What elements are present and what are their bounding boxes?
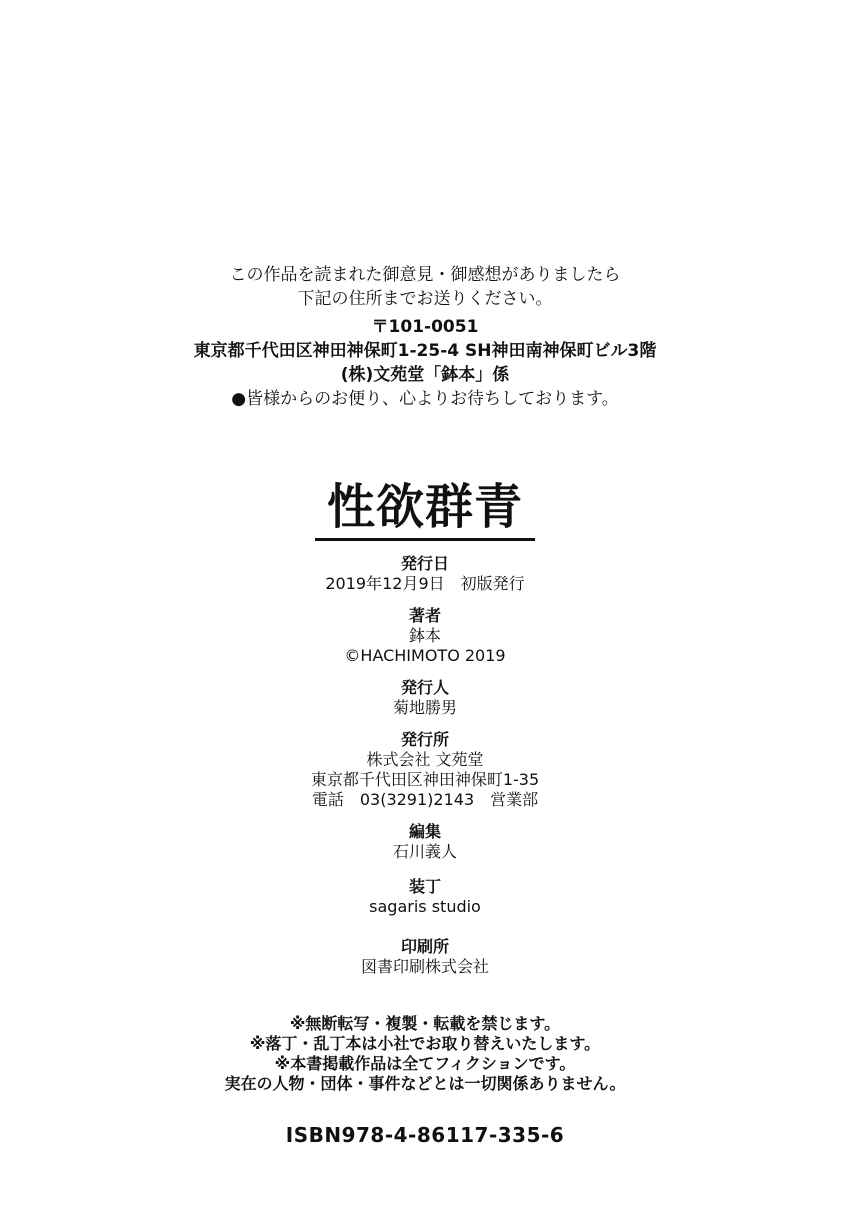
colophon-value: 菊地勝男	[392, 698, 457, 717]
feedback-recipient: (株)文苑堂「鉢本」係	[340, 365, 510, 385]
colophon-group-editor	[0, 822, 850, 862]
feedback-note: ●皆様からのお便り、心よりお待ちしております。	[231, 389, 619, 409]
colophon-value: 2019年12月9日 初版発行	[325, 574, 525, 593]
colophon-group-publishing-house	[0, 730, 850, 810]
feedback-address: 東京都千代田区神田神保町1-25-4 SH神田南神保町ビル3階	[193, 341, 657, 361]
colophon-label: 発行日	[400, 554, 449, 573]
publisher-name: 株式会社 文苑堂	[366, 750, 484, 769]
copyright-line: ©HACHIMOTO 2019	[344, 646, 506, 665]
title-block	[0, 479, 850, 541]
colophon-label: 編集	[408, 822, 441, 841]
colophon-group-author	[0, 606, 850, 666]
colophon-label: 発行人	[400, 678, 449, 697]
notice-fiction-disclaimer-1: ※本書掲載作品は全てフィクションです。	[274, 1054, 576, 1073]
notice-fiction-disclaimer-2: 実在の人物・団体・事件などとは一切関係ありません。	[224, 1074, 626, 1093]
colophon-label: 装丁	[408, 877, 441, 896]
notice-no-reproduction: ※無断転写・複製・転載を禁じます。	[289, 1014, 561, 1033]
colophon-label: 印刷所	[400, 937, 449, 956]
book-title: 性欲群青	[315, 479, 535, 541]
colophon-group-publication-date	[0, 554, 850, 594]
legal-notices	[0, 1014, 850, 1094]
reader-feedback-block	[0, 263, 850, 411]
feedback-intro-line-1: この作品を読まれた御意見・御感想がありましたら	[229, 265, 621, 285]
colophon-entries	[0, 554, 850, 977]
colophon-value: 鉢本	[408, 626, 441, 645]
colophon-value: sagaris studio	[369, 897, 481, 916]
colophon-group-printer	[0, 937, 850, 977]
colophon-value: 石川義人	[392, 842, 457, 861]
colophon-group-design	[0, 877, 850, 917]
feedback-postal-code: 〒101-0051	[371, 317, 479, 337]
notice-defective-copies: ※落丁・乱丁本は小社でお取り替えいたします。	[249, 1034, 601, 1053]
colophon-label: 発行所	[400, 730, 449, 749]
colophon-label: 著者	[408, 606, 441, 625]
colophon-value: 図書印刷株式会社	[360, 957, 489, 976]
colophon-group-publisher-person	[0, 678, 850, 718]
publisher-address: 東京都千代田区神田神保町1-35	[310, 770, 540, 789]
feedback-intro-line-2: 下記の住所までお送りください。	[297, 289, 553, 309]
publisher-phone: 電話 03(3291)2143 営業部	[311, 790, 539, 809]
isbn-number: ISBN978-4-86117-335-6	[285, 1123, 565, 1147]
